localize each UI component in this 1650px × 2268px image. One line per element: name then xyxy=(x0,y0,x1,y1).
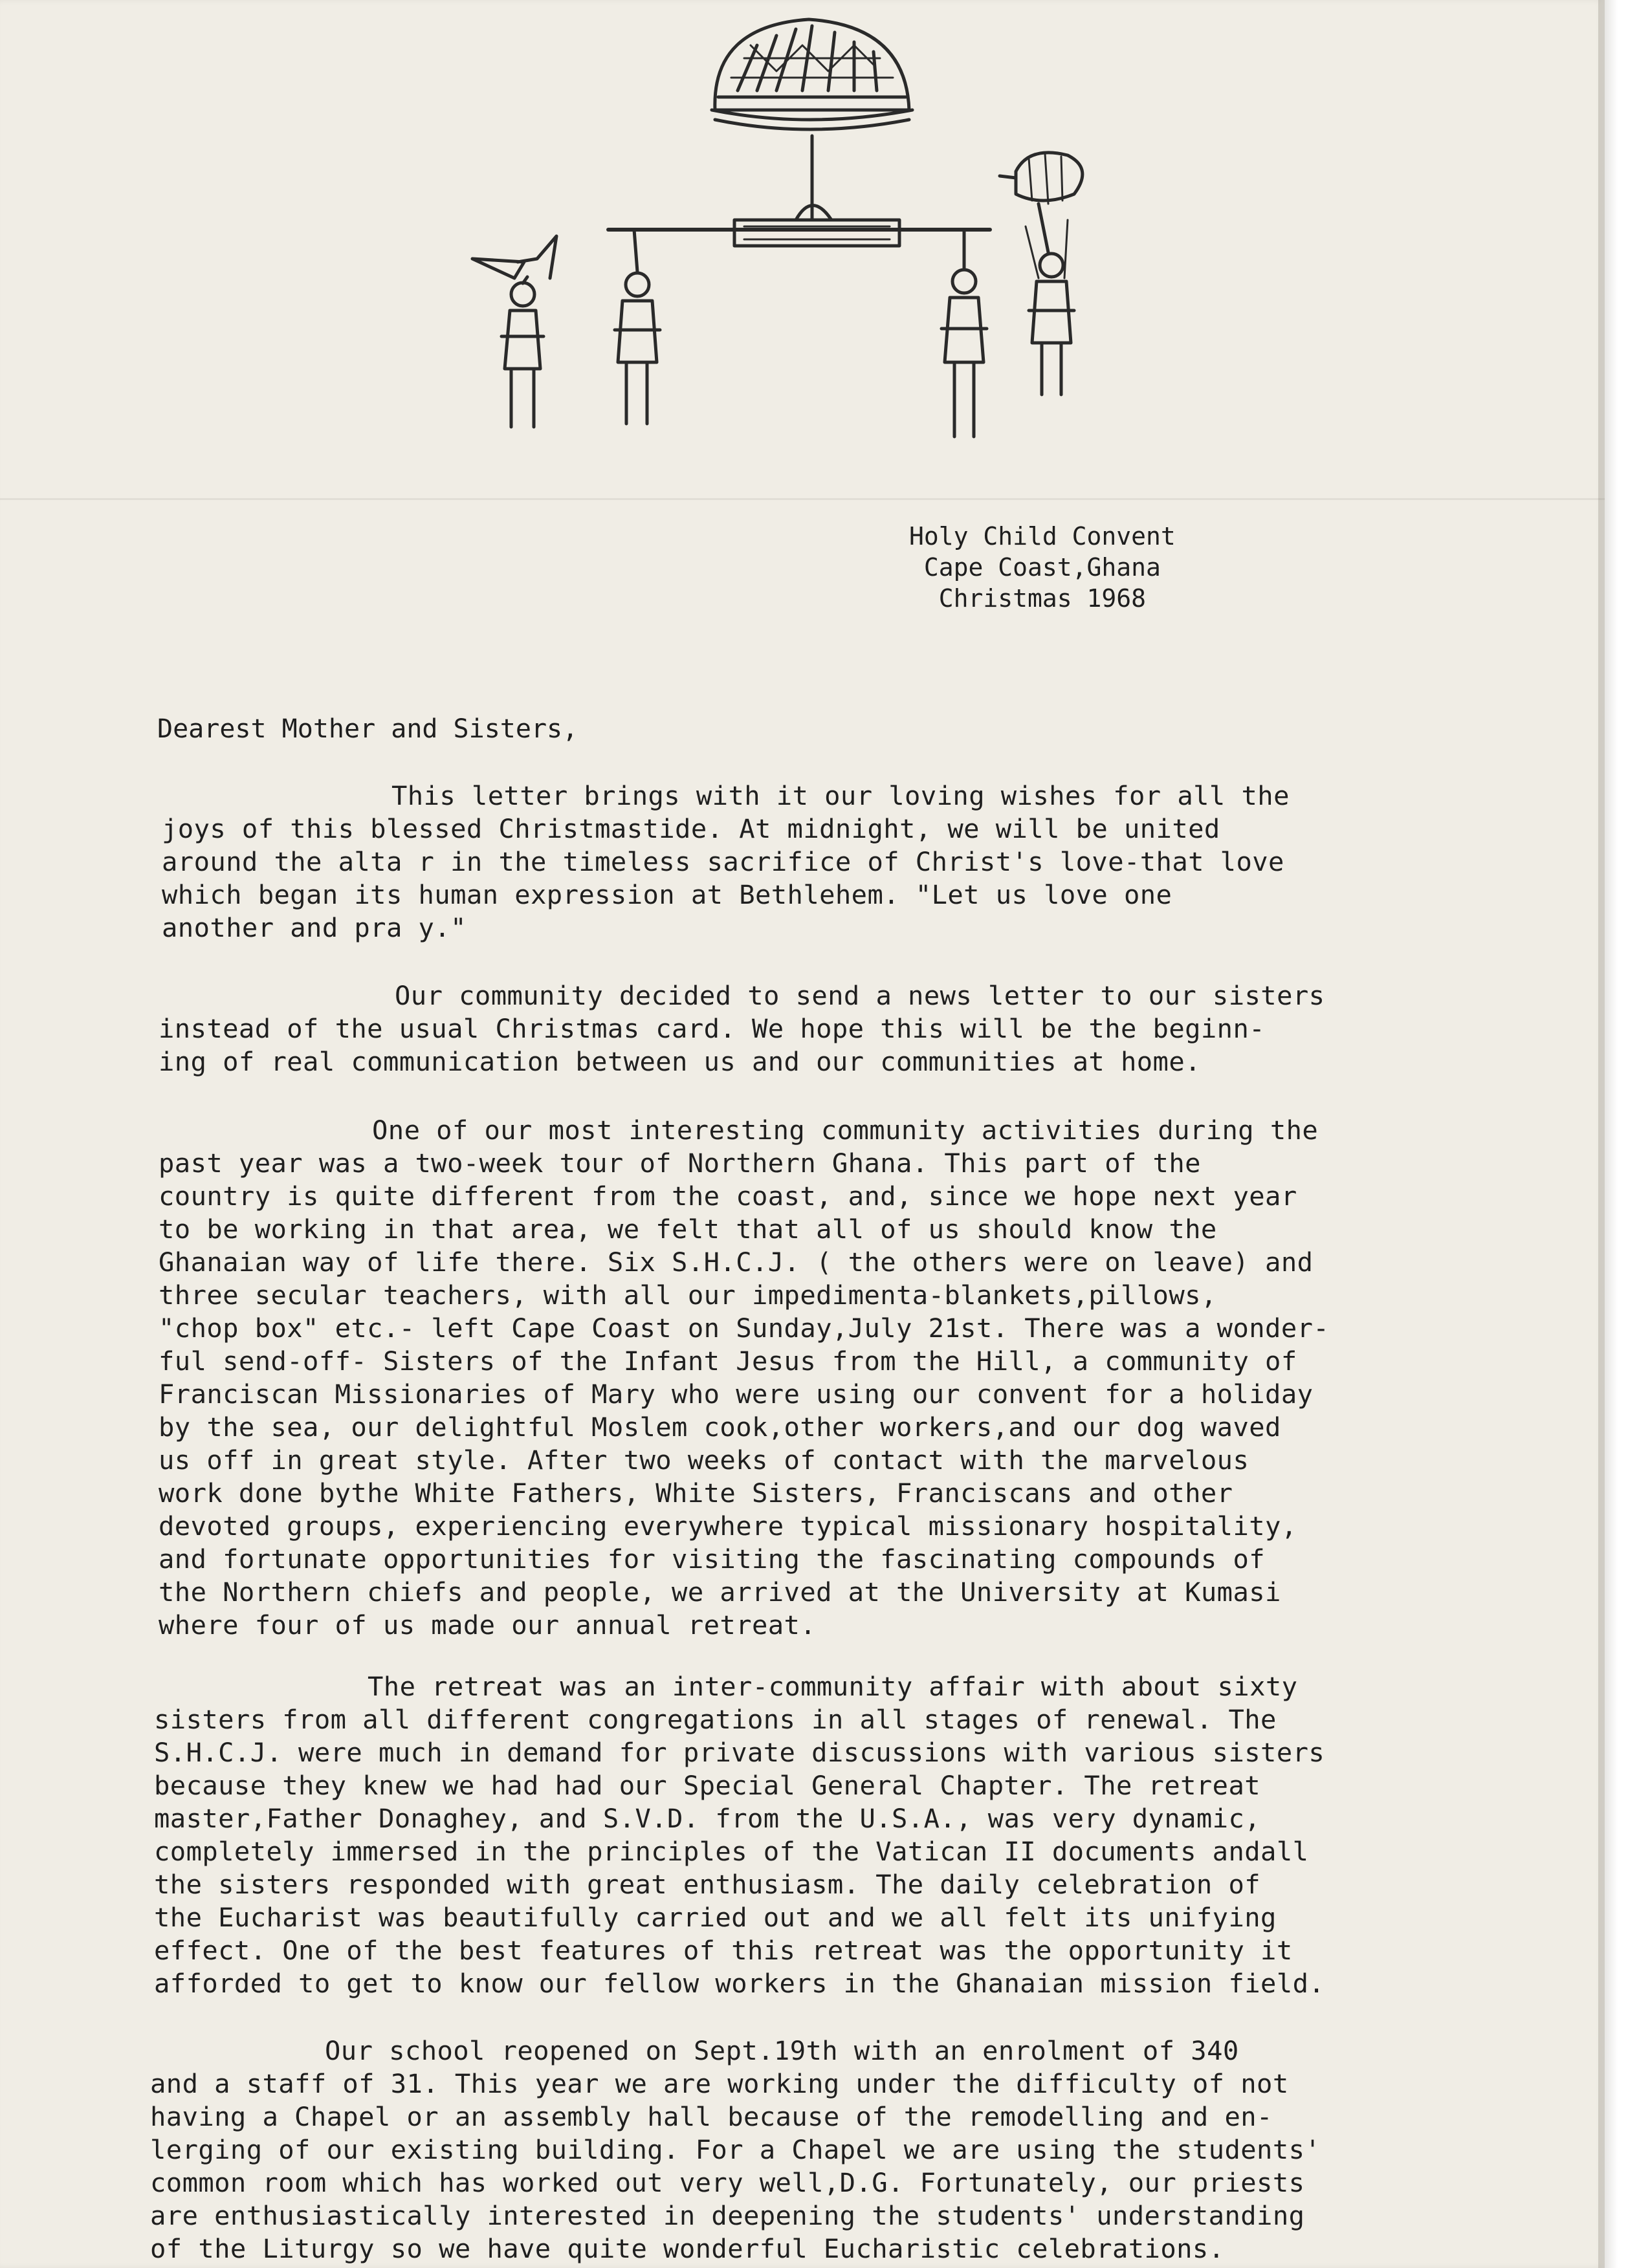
paragraph-line: because they knew we had had our Special General Chapter. The retreat xyxy=(154,1770,1261,1801)
paragraph-line: One of our most interesting community activities during the xyxy=(372,1115,1319,1146)
paragraph-line: "chop box" etc.- left Cape Coast on Sunday,July 21st. There was a wonder- xyxy=(159,1313,1330,1344)
paragraph-retreat xyxy=(154,1670,1325,2000)
paragraph-line: which began its human expression at Bethlehem. "Let us love one xyxy=(162,879,1172,910)
paragraph-line: country is quite different from the coast, and, since we hope next year xyxy=(159,1181,1297,1212)
paragraph-line: to be working in that area, we felt that all of us should know the xyxy=(159,1214,1217,1245)
paragraph-line: where four of us made our annual retreat. xyxy=(159,1609,817,1641)
paragraph-line: the Northern chiefs and people, we arrived at the University at Kumasi xyxy=(159,1576,1281,1608)
paragraph-line: The retreat was an inter-community affair with about sixty xyxy=(368,1671,1298,1702)
paragraph-line: by the sea, our delightful Moslem cook,other workers,and our dog waved xyxy=(159,1412,1281,1443)
paragraph-line: the sisters responded with great enthusiasm. The daily celebration of xyxy=(154,1869,1261,1900)
paragraph-line: joys of this blessed Christmastide. At midnight, we will be united xyxy=(162,813,1220,844)
paragraph-line: another and pra y." xyxy=(162,912,467,943)
paragraph-line: work done bythe White Fathers, White Sisters, Franciscans and other xyxy=(159,1477,1233,1509)
paragraph-line: Our school reopened on Sept.19th with an enrolment of 340 xyxy=(325,2035,1239,2066)
paragraph-line: us off in great style. After two weeks of contact with the marvelous xyxy=(159,1445,1249,1476)
paragraph-line: common room which has worked out very well,D.G. Fortunately, our priests xyxy=(150,2167,1305,2198)
paragraph-line: completely immersed in the principles of the Vatican II documents andall xyxy=(154,1836,1309,1867)
paragraph-line: instead of the usual Christmas card. We hope this will be the beginn- xyxy=(159,1013,1266,1044)
paragraph-line: are enthusiastically interested in deepening the students' understanding xyxy=(150,2200,1305,2231)
paragraph-line: and fortunate opportunities for visiting the fascinating compounds of xyxy=(159,1543,1266,1575)
paragraph-line: the Eucharist was beautifully carried out and we all felt its unifying xyxy=(154,1902,1277,1933)
paragraph-line: master,Father Donaghey, and S.V.D. from the U.S.A., was very dynamic, xyxy=(154,1803,1261,1834)
convent-name: Holy Child Convent xyxy=(909,522,1176,551)
paragraph-line: This letter brings with it our loving wishes for all the xyxy=(391,780,1290,811)
location: Cape Coast,Ghana xyxy=(923,553,1161,582)
page-edge-shadow xyxy=(1598,0,1618,2268)
paragraph-line: S.H.C.J. were much in demand for private discussions with various sisters xyxy=(154,1737,1325,1768)
date-line: Christmas 1968 xyxy=(938,584,1147,613)
canopy-bearers-illustration xyxy=(453,6,1100,459)
paragraph-line: Ghanaian way of life there. Six S.H.C.J. ( the others were on leave) and xyxy=(159,1247,1314,1278)
paragraph-line: effect. One of the best features of this retreat was the opportunity it xyxy=(154,1935,1293,1966)
paragraph-line: of the Liturgy so we have quite wonderful Eucharistic celebrations. xyxy=(150,2233,1225,2264)
paragraph-line: having a Chapel or an assembly hall because of the remodelling and en- xyxy=(150,2101,1273,2132)
paragraph-line: Franciscan Missionaries of Mary who were using our convent for a holiday xyxy=(159,1379,1314,1410)
paragraph-line: past year was a two-week tour of Northern Ghana. This part of the xyxy=(159,1148,1201,1179)
salutation: Dearest Mother and Sisters, xyxy=(157,714,578,744)
letter-header-address xyxy=(909,521,1176,614)
paragraph-school-reopened xyxy=(150,2034,1321,2265)
paragraph-newsletter xyxy=(159,979,1325,1078)
paragraph-line: sisters from all different congregations in all stages of renewal. The xyxy=(154,1704,1277,1735)
paragraph-line: afforded to get to know our fellow workers in the Ghanaian mission field. xyxy=(154,1968,1325,1999)
paragraph-christmas-wishes xyxy=(162,780,1290,944)
paragraph-line: ful send-off- Sisters of the Infant Jesus from the Hill, a community of xyxy=(159,1346,1297,1377)
paragraph-line: lerging of our existing building. For a Chapel we are using the students' xyxy=(150,2134,1321,2165)
paragraph-line: and a staff of 31. This year we are working under the difficulty of not xyxy=(150,2068,1289,2099)
paragraph-line: around the alta r in the timeless sacrifice of Christ's love-that love xyxy=(162,846,1284,877)
paragraph-line: ing of real communication between us and our communities at home. xyxy=(159,1046,1201,1077)
paragraph-line: devoted groups, experiencing everywhere typical missionary hospitality, xyxy=(159,1510,1297,1542)
paragraph-line: Our community decided to send a news letter to our sisters xyxy=(395,980,1325,1011)
paragraph-line: three secular teachers, with all our impedimenta-blankets,pillows, xyxy=(159,1280,1217,1311)
paragraph-northern-ghana-tour xyxy=(159,1114,1329,1642)
